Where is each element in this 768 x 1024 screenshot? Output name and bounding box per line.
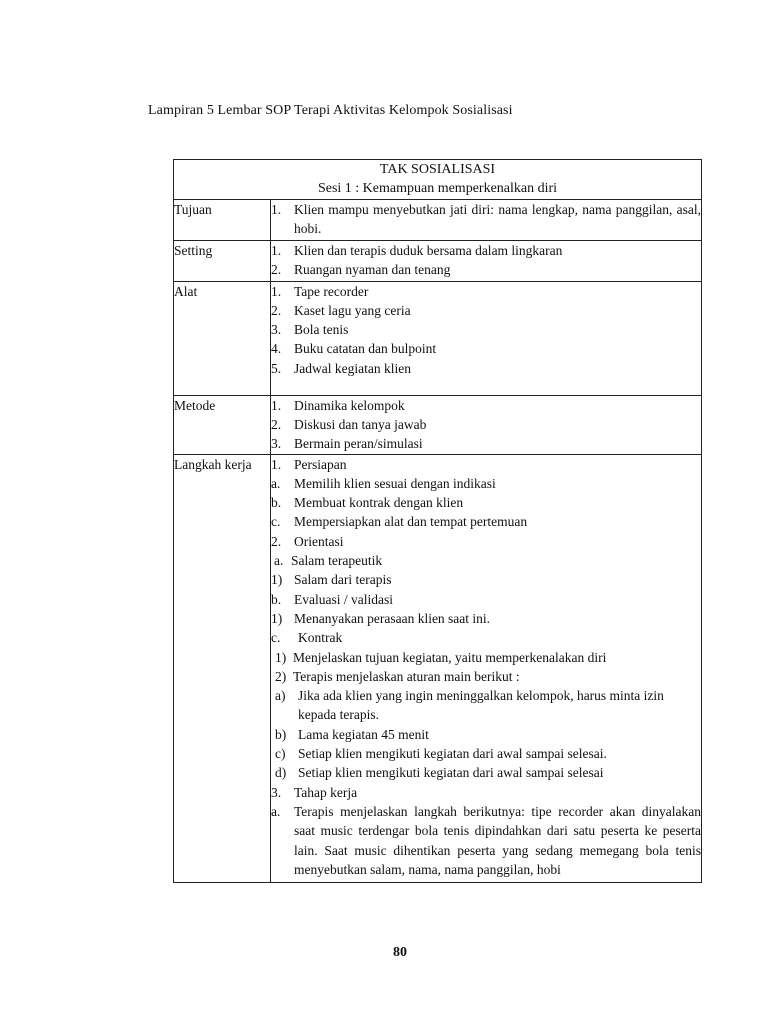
table-row (174, 454, 702, 883)
table-title: TAK SOSIALISASI (379, 162, 496, 177)
row-label-alat: Alat (174, 281, 271, 395)
list-item: a. Salam terapeutik (274, 553, 383, 569)
row-content-setting (271, 240, 702, 281)
row-label-metode: Metode (174, 395, 271, 454)
list-item: a. Memilih klien sesuai dengan indikasi (271, 475, 496, 491)
list-item: 3. Bermain peran/simulasi (271, 436, 423, 452)
list-item: 1) Salam dari terapis (271, 572, 392, 588)
sop-table (173, 159, 702, 883)
list-item: b. Evaluasi / validasi (271, 591, 393, 607)
list-item: 2. Ruangan nyaman dan tenang (271, 261, 451, 277)
row-content-alat (271, 281, 702, 395)
list-item: c) Setiap klien mengikuti kegiatan dari awal sampai selesai. (275, 746, 607, 762)
table-title-cell (174, 160, 702, 200)
list-item: 1. Persiapan (271, 456, 347, 472)
table-row (174, 199, 702, 240)
page-heading: Lampiran 5 Lembar SOP Terapi Aktivitas Kelompok Sosialisasi (148, 103, 513, 118)
row-content-langkah-kerja (271, 454, 702, 883)
list-item: 3. Tahap kerja (271, 784, 358, 800)
list-item: 2. Orientasi (271, 533, 344, 549)
list-item: 2. Kaset lagu yang ceria (271, 302, 411, 318)
row-label-langkah-kerja: Langkah kerja (174, 454, 271, 883)
list-item: a) Jika ada klien yang ingin meninggalkan kelompok, harus minta izin kepada terapis. (275, 688, 664, 723)
table-row (174, 281, 702, 395)
list-item: c. Mempersiapkan alat dan tempat pertemuan (271, 514, 528, 530)
row-content-metode (271, 395, 702, 454)
list-item: 2) Terapis menjelaskan aturan main berikut : (275, 668, 520, 684)
list-item: 5. Jadwal kegiatan klien (271, 360, 411, 376)
list-item: a. Terapis menjelaskan langkah berikutnya: tipe recorder akan dinyalakan saat music terdengar bola tenis dipindahkan dari satu peserta ke peserta lain. Saat music dihentikan peserta yang sedang memegang bola tenis menyebutkan salam, nama, nama panggilan, hobi (271, 803, 701, 877)
list-item: b. Membuat kontrak dengan klien (271, 495, 464, 511)
table-title-row (174, 160, 702, 200)
list-item: 1) Menanyakan perasaan klien saat ini. (271, 610, 491, 626)
row-content-tujuan (271, 199, 702, 240)
list-item: 1. Klien dan terapis duduk bersama dalam lingkaran (271, 242, 563, 258)
row-label-tujuan: Tujuan (174, 199, 271, 240)
list-item: 3. Bola tenis (271, 322, 349, 338)
table-row (174, 395, 702, 454)
list-item: 2. Diskusi dan tanya jawab (271, 416, 427, 432)
list-item: c. Kontrak (271, 630, 343, 646)
table-subtitle: Sesi 1 : Kemampuan memperkenalkan diri (317, 181, 558, 197)
list-item: d) Setiap klien mengikuti kegiatan dari awal sampai selesai (275, 765, 604, 781)
list-item: 1. Tape recorder (271, 283, 369, 299)
row-label-setting: Setting (174, 240, 271, 281)
list-item: 1. Dinamika kelompok (271, 397, 405, 413)
list-item: 1) Menjelaskan tujuan kegiatan, yaitu memperkenalakan diri (275, 649, 607, 665)
list-item: 1. Klien mampu menyebutkan jati diri: nama lengkap, nama panggilan, asal, hobi. (271, 201, 701, 236)
list-item: 4. Buku catatan dan bulpoint (271, 341, 437, 357)
page-number: 80 (393, 945, 407, 960)
table-row (174, 240, 702, 281)
list-item: b) Lama kegiatan 45 menit (275, 726, 429, 742)
